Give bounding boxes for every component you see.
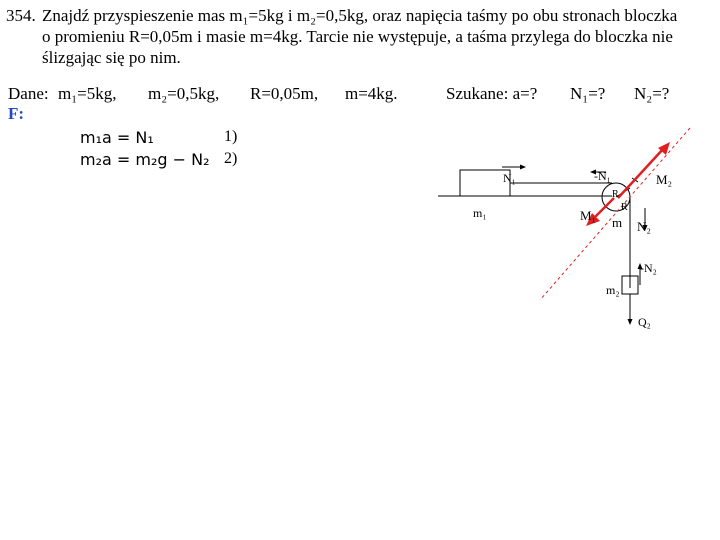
equation-1: m₁a = N₁ (80, 128, 154, 147)
label-minus-N2: -N₂ (640, 261, 657, 275)
label-m2: m₂ (606, 283, 620, 297)
label-minus-N1: -N₁ (594, 169, 611, 183)
label-Q2: Q₂ (638, 315, 651, 329)
given-label: Dane: (8, 84, 49, 103)
problem-number: 354. (6, 6, 36, 25)
equation-2-number: 2) (224, 150, 238, 167)
label-R-top: R (612, 189, 619, 200)
equation-2: m₂a = m₂g − N₂ (80, 150, 210, 169)
label-M2: M₂ (656, 172, 673, 187)
label-m: m (612, 215, 623, 230)
N1-arrowhead (520, 165, 526, 170)
given-R: R=0,05m, (250, 84, 319, 103)
label-N2: N₂ (637, 219, 651, 234)
problem-line-1: Znajdź przyspieszenie mas m₁=5kg i m₂=0,5kg, oraz napięcia taśmy po obu stronach bloczka (42, 6, 678, 25)
Q2-arrowhead (628, 319, 633, 325)
sought-a: Szukane: a=? (446, 84, 538, 103)
sought-N1: N₁=? (570, 84, 606, 103)
sought-N2: N₂=? (634, 84, 670, 103)
given-m: m=4kg. (345, 84, 398, 103)
label-N1: N₁ (503, 171, 516, 185)
given-m1: m₁=5kg, (58, 84, 117, 103)
label-R-right: R (621, 202, 628, 213)
axis-dashed-line (540, 128, 690, 300)
label-M1: M₁ (580, 208, 597, 223)
problem-line-3: ślizgając się po nim. (42, 48, 181, 67)
equation-1-number: 1) (224, 128, 238, 145)
problem-line-2: o promieniu R=0,05m i masie m=4kg. Tarcie nie występuje, a taśma przylega do bloczka nie (42, 27, 673, 46)
f-label: F: (8, 104, 25, 123)
given-m2: m₂=0,5kg, (148, 84, 220, 103)
M1-torque-arrow (594, 198, 614, 218)
label-m1: m₁ (473, 206, 487, 220)
